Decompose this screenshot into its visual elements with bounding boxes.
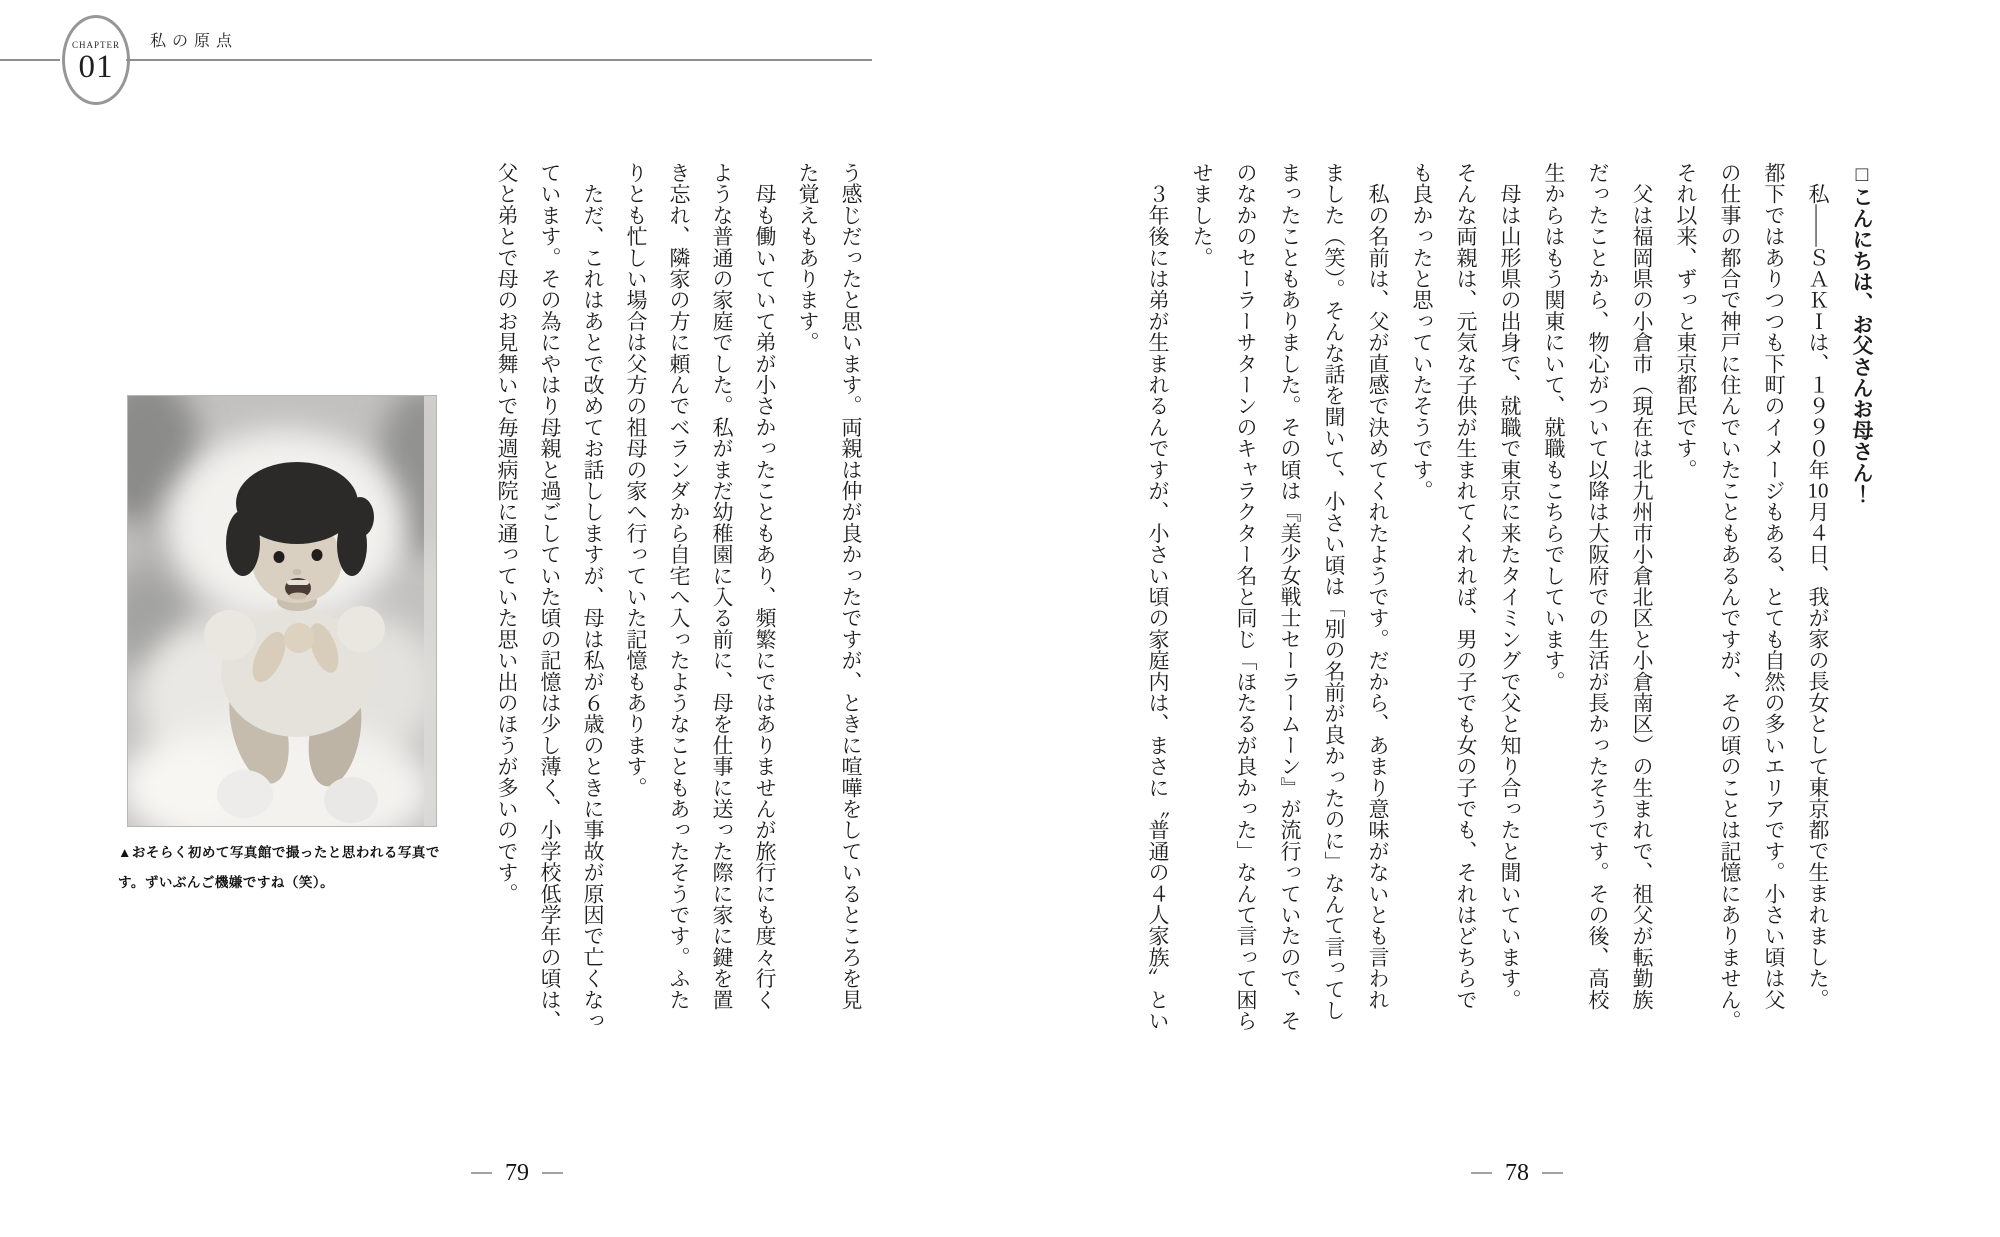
baby-sleeve-right	[337, 606, 385, 652]
baby-sleeve-left	[204, 610, 256, 660]
page-79-text	[485, 162, 872, 1031]
chapter-number: 01	[78, 49, 114, 85]
text-column: まったこともありました。その頃は『美少女戦士セーラームーン』が流行っていたので、そ	[1278, 162, 1302, 1032]
text-column: ています。その為にやはり母親と過ごしていた頃の記憶は少し薄く、小学校低学年の頃は、	[538, 162, 562, 1032]
text-column: そんな両親は、元気な子供が生まれてくれれば、男の子でも女の子でも、それはどちらで	[1454, 162, 1478, 1010]
baby-hands	[284, 623, 314, 653]
page-number-value: 79	[505, 1160, 529, 1186]
text-column: き忘れ、隣家の方に頼んでベランダから自宅へ入ったようなこともあったそうです。ふた	[667, 162, 691, 1010]
text-column	[1796, 162, 1840, 1031]
page-number-dash	[471, 1172, 492, 1174]
header-rule-left	[0, 59, 60, 61]
text-column: も良かったと思っていたそうです。	[1410, 162, 1434, 502]
text-column: の仕事の都合で神戸に住んでいたこともあるんですが、その頃のことは記憶にありません。	[1718, 162, 1742, 1032]
text-column: ました（笑）。そんな話を聞いて、小さい頃は「別の名前が良かったのに」なんて言ってし	[1322, 162, 1346, 1021]
baby-lip	[289, 593, 307, 600]
page-number-78	[1452, 1156, 1582, 1190]
text-column: ただ、これはあとで改めてお話ししますが、母は私が６歳のときに事故が原因で亡くなっ	[581, 162, 605, 1032]
page-number-dash	[1542, 1172, 1563, 1174]
text-column: 生からはもう関東にいて、就職もこちらでしています。	[1542, 162, 1566, 692]
photo-caption-line: す。ずいぶんご機嫌ですね（笑）。	[118, 875, 335, 890]
text-column: だったことから、物心がついて以降は大阪府での生活が長かったそうです。その後、高校	[1586, 162, 1610, 1010]
text-column: 母も働いていて弟が小さかったこともあり、頻繁にではありませんが旅行にも度々行く	[753, 162, 777, 1010]
tate-chu-yoko-number: 10	[1807, 480, 1829, 501]
photo-edge-strip	[424, 395, 437, 827]
photo-caption-line: ▲おそらく初めて写真館で撮ったと思われる写真で	[118, 845, 440, 860]
text-column: せました。	[1190, 162, 1214, 268]
photo-caption	[118, 838, 458, 898]
text-column: う感じだったと思います。両親は仲が良かったですが、ときに喧嘩をしているところを見	[839, 162, 863, 1010]
chapter-label: CHAPTER	[71, 40, 120, 50]
baby-nose	[293, 569, 302, 575]
baby-eye-left	[274, 551, 285, 563]
text-column: それ以来、ずっと東京都民です。	[1674, 162, 1698, 480]
text-column: のなかのセーラーサターンのキャラクター名と同じ「ほたるが良かった」なんて言って困ら	[1234, 162, 1258, 1032]
text-column: ３年後には弟が生まれるんですが、小さい頃の家庭内は、まさに〝普通の４人家族〟とい	[1146, 162, 1170, 1032]
header-rule-right	[126, 59, 872, 61]
baby-hair-side-left	[226, 510, 260, 576]
page-78-text	[1136, 162, 1884, 1031]
section-heading: □こんにちは、お父さんお母さん！	[1850, 162, 1874, 505]
page-number-dash	[542, 1172, 563, 1174]
text-column: りとも忙しい場合は父方の祖母の家へ行っていた記憶もあります。	[624, 162, 648, 798]
baby-sock-left	[217, 770, 273, 818]
baby-teeth	[287, 580, 309, 585]
text-segment: 月４日、我が家の長女として東京都で生まれました。	[1806, 501, 1830, 1010]
chapter-title: 私の原点	[150, 33, 239, 50]
text-column: 父は福岡県の小倉市（現在は北九州市小倉北区と小倉南区）の生まれで、祖父が転勤族	[1630, 162, 1654, 1010]
baby-sock-right	[324, 777, 378, 823]
text-column: 私の名前は、父が直感で決めてくれたようです。だから、あまり意味がないとも言われ	[1366, 162, 1390, 1010]
chapter-badge	[62, 15, 130, 105]
page-number-79	[452, 1156, 582, 1190]
page-number-value: 78	[1505, 1160, 1529, 1186]
text-column: た覚えもあります。	[796, 162, 820, 353]
text-column: 父と弟とで母のお見舞いで毎週病院に通っていた思い出のほうが多いのです。	[495, 162, 519, 904]
page-number-dash	[1471, 1172, 1492, 1174]
baby-photo	[127, 395, 437, 827]
text-column: 都下ではありつつも下町のイメージもある、とても自然の多いエリアです。小さい頃は父	[1762, 162, 1786, 1010]
baby-hair-tuft	[346, 497, 374, 537]
text-column: 母は山形県の出身で、就職で東京に来たタイミングで父と知り合ったと聞いています。	[1498, 162, 1522, 1010]
text-column: ような普通の家庭でした。私がまだ幼稚園に入る前に、母を仕事に送った際に家に鍵を置	[710, 162, 734, 1011]
baby-eye-right	[312, 549, 323, 561]
text-segment: 私――ＳＡＫＩは、１９９０年	[1806, 162, 1830, 480]
